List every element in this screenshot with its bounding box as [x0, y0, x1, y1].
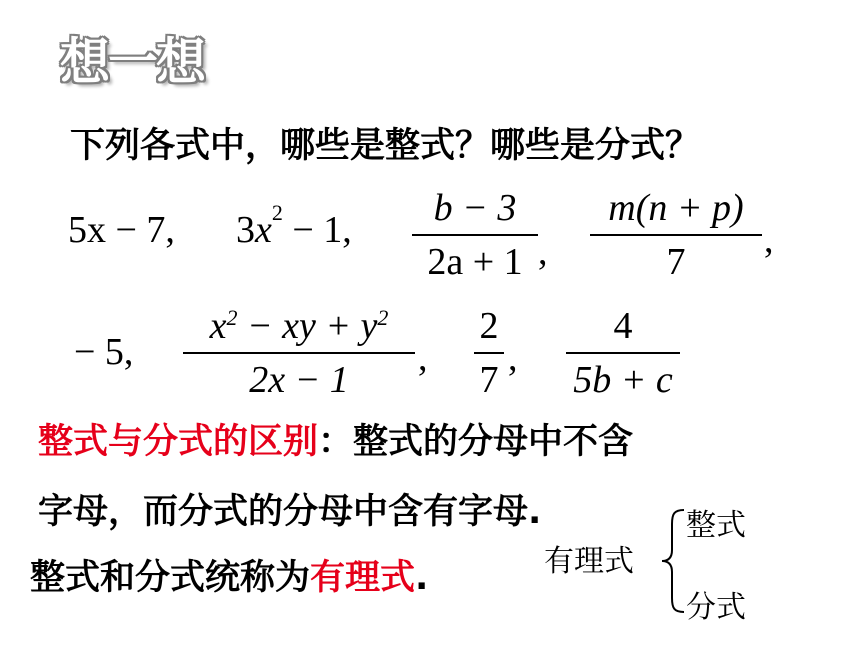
fraction-bar	[412, 234, 538, 236]
colon: ：	[318, 422, 354, 462]
comma: ,	[418, 337, 428, 379]
fraction-numerator: b − 3	[433, 187, 517, 229]
comma: ,	[508, 337, 518, 379]
expr-5x-7: 5x − 7,	[68, 209, 175, 251]
difference-text: 整式的分母中不含	[353, 422, 634, 462]
fraction-numerator: m(n + p)	[608, 187, 744, 229]
period: .	[415, 558, 429, 598]
fraction-2-over-7	[474, 304, 504, 402]
curly-brace-icon	[658, 506, 686, 616]
fraction-4-over-5b+c	[566, 304, 680, 402]
classification-root: 有理式	[544, 545, 634, 578]
comma: ,	[764, 219, 774, 261]
rational-expression-term: 有理式	[310, 558, 416, 598]
fraction-bar	[566, 352, 680, 354]
fraction-bar	[183, 352, 415, 354]
fraction-denominator: 2x − 1	[249, 359, 349, 401]
fraction-denominator: 7	[479, 359, 499, 401]
question-text: 下列各式中，哪些是整式？哪些是分式？	[70, 126, 701, 166]
classification-branch-integral: 整式	[686, 509, 746, 542]
conclusion-text: 整式和分式统称为	[30, 558, 311, 598]
expr-minus-5: − 5,	[74, 331, 134, 373]
fraction-denominator: 5b + c	[573, 359, 673, 401]
comma: ,	[538, 231, 548, 273]
fraction-denominator: 7	[666, 241, 686, 283]
fraction-numerator: $x^2$ − xy + $y^2$	[209, 305, 389, 347]
difference-label: 整式与分式的区别	[38, 422, 319, 462]
fraction-bar	[590, 234, 762, 236]
fraction-denominator: 2a + 1	[427, 241, 523, 283]
fraction-b-3-over-2a+1	[412, 186, 538, 284]
difference-line1	[38, 414, 633, 464]
fraction-m(n+p)-over-7	[590, 186, 762, 284]
fraction-numerator: 2	[479, 305, 499, 347]
page-title: 想一想	[60, 33, 204, 91]
expr-3x2-1: $3x^2 - 1$,	[236, 200, 352, 251]
classification-branch-fractional: 分式	[686, 591, 746, 624]
conclusion-line	[30, 550, 428, 600]
difference-line2: 字母，而分式的分母中含有字母.	[38, 492, 542, 532]
fraction-bar	[474, 352, 504, 354]
fraction-x2-xy+y2-over-2x-1	[183, 304, 415, 402]
fraction-numerator: 4	[613, 305, 633, 347]
